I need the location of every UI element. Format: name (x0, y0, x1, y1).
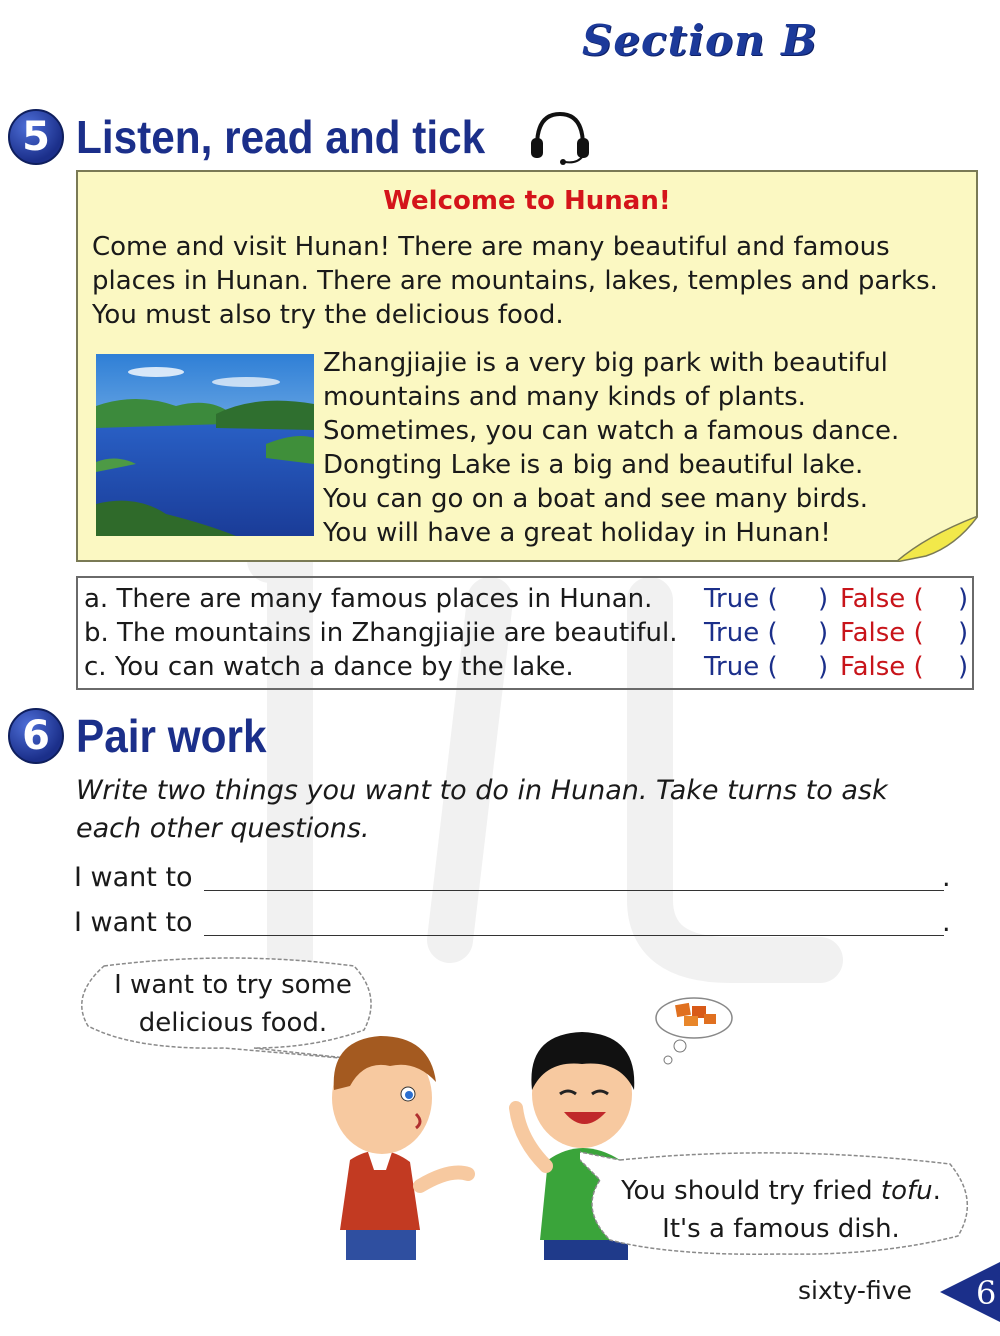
statement-row-a (84, 582, 968, 616)
intro-line: You must also try the delicious food. (92, 300, 564, 330)
left-boy (332, 1036, 468, 1260)
bubble-line (596, 1172, 966, 1210)
bubble-text-a: You should try fried (621, 1176, 881, 1206)
want-label: I want to (74, 862, 193, 893)
page-number: 6 (976, 1274, 997, 1312)
period: . (942, 862, 951, 893)
body-line: You can go on a boat and see many birds. (323, 484, 869, 514)
true-close: ) (818, 652, 829, 682)
body-line: Zhangjiajie is a very big park with beautiful (323, 348, 888, 378)
body-line: mountains and many kinds of plants. (323, 382, 806, 412)
passage-body (323, 346, 973, 550)
tofu-plate-icon (652, 990, 738, 1070)
intro-line: Come and visit Hunan! There are many beautiful and famous (92, 232, 890, 262)
true-false-table (76, 576, 974, 690)
false-checkbox[interactable]: False ( (840, 618, 924, 648)
reading-passage-box (76, 170, 978, 562)
passage-intro (92, 230, 972, 332)
bubble-line: It's a famous dish. (662, 1214, 900, 1244)
true-close: ) (818, 618, 829, 648)
answer-blank-1[interactable] (204, 890, 944, 891)
exercise-number-5: 5 (8, 109, 64, 165)
exercise-6-title: Pair work (76, 710, 267, 762)
want-label: I want to (74, 907, 193, 938)
statement-text: c. You can watch a dance by the lake. (84, 652, 574, 682)
false-close: ) (958, 618, 969, 648)
false-close: ) (958, 652, 969, 682)
want-line-2 (74, 905, 974, 941)
true-checkbox[interactable]: True ( (704, 618, 778, 648)
want-line-1 (74, 860, 974, 896)
pair-work-instruction (76, 772, 956, 848)
body-line: Dongting Lake is a big and beautiful lake. (323, 450, 864, 480)
false-checkbox[interactable]: False ( (840, 652, 924, 682)
passage-title: Welcome to Hunan! (383, 186, 671, 216)
statement-text: a. There are many famous places in Hunan. (84, 584, 653, 614)
instruction-line: each other questions. (76, 813, 370, 844)
intro-line: places in Hunan. There are mountains, lakes, temples and parks. (92, 266, 938, 296)
answer-blank-2[interactable] (204, 935, 944, 936)
bubble-line: delicious food. (138, 1008, 328, 1038)
false-checkbox[interactable]: False ( (840, 584, 924, 614)
false-close: ) (958, 584, 969, 614)
true-checkbox[interactable]: True ( (704, 652, 778, 682)
exercise-5-title: Listen, read and tick (76, 111, 486, 163)
exercise-6-heading (8, 708, 283, 764)
bubble-line: I want to try some (114, 970, 352, 1000)
bubble-text-tofu: tofu (880, 1176, 933, 1206)
body-line: Sometimes, you can watch a famous dance. (323, 416, 900, 446)
statement-row-c (84, 650, 968, 684)
true-close: ) (818, 584, 829, 614)
body-line: You will have a great holiday in Hunan! (323, 518, 831, 548)
bubble-text-c: . (932, 1176, 941, 1206)
right-bubble-text (596, 1172, 966, 1248)
true-checkbox[interactable]: True ( (704, 584, 778, 614)
lake-photo (96, 354, 314, 536)
statement-text: b. The mountains in Zhangjiajie are beautiful. (84, 618, 678, 648)
headphones-icon (527, 108, 593, 166)
page-word: sixty-five (798, 1276, 912, 1305)
section-title: Section B (582, 16, 818, 65)
exercise-5-heading (8, 108, 593, 166)
statement-row-b (84, 616, 968, 650)
period: . (942, 907, 951, 938)
instruction-line: Write two things you want to do in Hunan. Take turns to ask (76, 775, 888, 806)
exercise-number-6: 6 (8, 708, 64, 764)
page-curl (896, 516, 978, 562)
page-number-tab (940, 1262, 1000, 1322)
